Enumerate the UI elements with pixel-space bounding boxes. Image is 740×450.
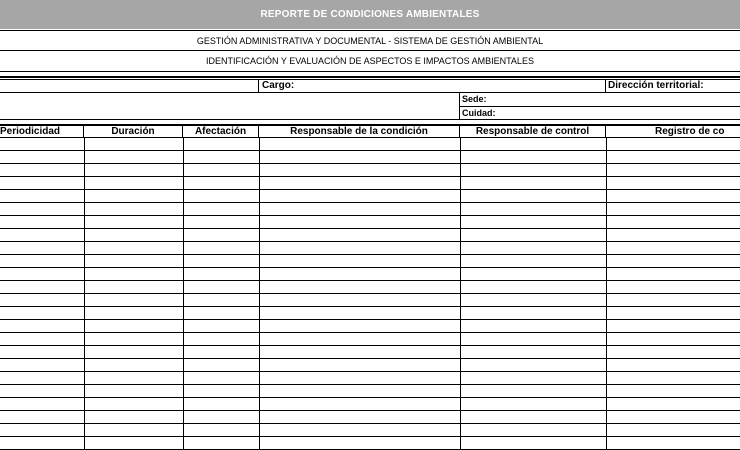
divider bbox=[0, 92, 740, 93]
ciudad-label: Cuidad: bbox=[462, 108, 496, 118]
subtitle-row-1 bbox=[0, 30, 740, 51]
report-title: REPORTE DE CONDICIONES AMBIENTALES bbox=[260, 9, 480, 20]
cargo-label: Cargo: bbox=[262, 80, 295, 91]
sede-label: Sede: bbox=[462, 94, 487, 104]
divider bbox=[0, 119, 740, 120]
divider-thick bbox=[0, 76, 740, 78]
col-header-responsable-condicion: Responsable de la condición bbox=[259, 126, 460, 138]
empty-table-grid bbox=[0, 138, 740, 450]
col-header-periodicidad: Periodicidad bbox=[0, 126, 84, 138]
info-separator bbox=[459, 92, 460, 119]
direccion-territorial-label: Dirección territorial: bbox=[608, 80, 704, 91]
col-header-duracion: Duración bbox=[84, 126, 183, 138]
col-header-responsable-control: Responsable de control bbox=[460, 126, 606, 138]
divider bbox=[459, 106, 740, 107]
report-title-banner bbox=[0, 0, 740, 29]
subtitle-management: GESTIÓN ADMINISTRATIVA Y DOCUMENTAL - SISTEMA DE GESTIÓN AMBIENTAL bbox=[196, 35, 544, 46]
info-separator bbox=[605, 79, 606, 92]
col-header-afectacion: Afectación bbox=[183, 126, 259, 138]
info-separator bbox=[258, 79, 259, 92]
subtitle-row-2 bbox=[0, 51, 740, 72]
table-header bbox=[0, 124, 740, 138]
subtitle-identification: IDENTIFICACIÓN Y EVALUACIÓN DE ASPECTOS E IMPACTOS AMBIENTALES bbox=[206, 56, 534, 66]
col-header-registro: Registro de co bbox=[655, 126, 725, 137]
